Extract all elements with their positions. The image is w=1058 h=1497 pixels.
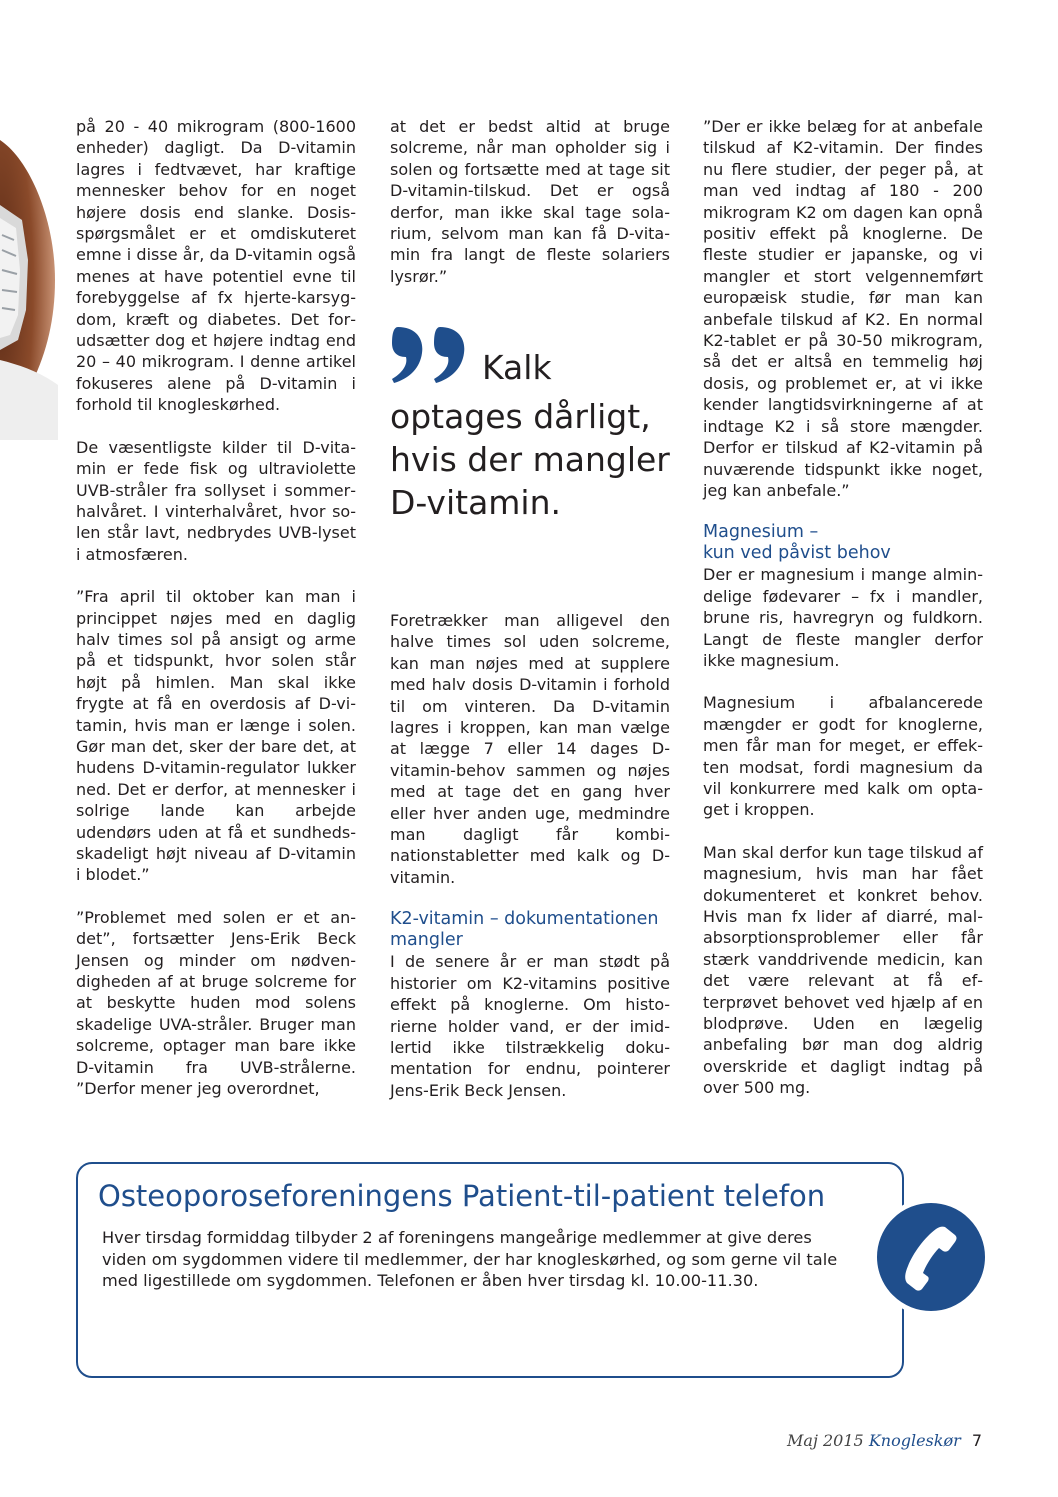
paragraph: Foretrækker man alligevel den halve times sol uden solcreme, kan man nøjes med at supplere med halv dosis D-vitamin i forhold til om vinteren. Da D-vitamin lagres i kroppen, kan man vælge at lægge 7 eller 14 dages D-vitamin-behov sammen og nøjes med at tage det en gang hver eller hver anden uge, medmindre man dagligt får kombinationstabletter med kalk og D-vitamin. (390, 611, 670, 887)
pull-quote (390, 325, 690, 524)
info-box-text: Hver tirsdag formiddag tilbyder 2 af foreningens mangeårige medlemmer at give deres viden om sygdommen videre til medlemmer, der har knogleskørhed, og som gerne vil tale med ligestillede om sygdommen. Telefonen er åben hver tirsdag kl. 10.00-11.30. (102, 1228, 838, 1290)
subheading-line: Magnesium – (703, 522, 819, 543)
phone-icon (872, 1198, 990, 1316)
paragraph: Man skal derfor kun tage tilskud af magnesium, hvis man har fået dokumenteret et konkret behov. Hvis man fx lider af diarré, mal-absorptionsproblemer eller får stærk vanddrivende medicin, kan det være relevant at få efterprøvet behovet ved hjælp af en blodprøve. Uden en lægelig anbefaling bør man dog aldrig overskride et dagligt indtag på over 500 mg. (703, 842, 983, 1098)
pill-bottle-image (0, 110, 60, 440)
footer-magazine: Knogleskør (868, 1431, 961, 1450)
info-box (76, 1162, 904, 1378)
paragraph: at det er bedst altid at bruge solcreme, når man opholder sig i solen og fortsætte med at tage sit D-vitamin-tilskud. Det er også derfor, man ikke skal tage solarium, selvom man kan få D-vitamin fra langt de fleste solariers lysrør.” (390, 117, 670, 286)
article-column-3 (703, 116, 983, 1099)
subheading-magnesium (703, 522, 983, 564)
article-column-1 (76, 116, 356, 1099)
paragraph: Der er magnesium i mange almindelige fødevarer – fx i mandler, brune ris, havregryn og fuldkorn. Langt de fleste mangler derfor ikke magnesium. (703, 565, 983, 670)
paragraph: De væsentligste kilder til D-vitamin er fede fisk og ultraviolette UVB-stråler fra sollyset i sommerhalvåret. I vinterhalvåret, hvor solen står lavt, nedbrydes UVB-lyset i atmosfæren. (76, 437, 356, 564)
article-column-2 (390, 116, 670, 287)
subheading-line: kun ved påvist behov (703, 543, 891, 564)
page-number: 7 (971, 1431, 982, 1450)
paragraph: ”Der er ikke belæg for at anbefale tilskud af K2-vitamin. Der findes nu flere studier, der peger på, at man ved indtag af 180 - 200 mikrogram K2 om dagen kan opnå positiv effekt på knoglerne. De fleste studier er japanske, og vi mangler et stort velgennemført europæisk studie, før man kan anbefale tilskud af K2. En normal K2-tablet er på 30-50 mikrogram, så det er altså en temmelig høj dosis, og problemet er, at vi ikke kender langtidsvirkningerne af at indtage K2 i så store mængder. Derfor er tilskud af K2-vitamin på nuværende tidspunkt ikke noget, jeg kan anbefale.” (703, 117, 983, 500)
paragraph: Magnesium i afbalancerede mængder er godt for knoglerne, men får man for meget, er effekten modsat, fordi magnesium da vil konkurrere med kalk om optaget i kroppen. (703, 693, 983, 820)
info-box-title: Osteoporoseforeningens Patient-til-patient telefon (98, 1179, 826, 1213)
footer-issue: Maj 2015 (787, 1431, 864, 1450)
quote-mark-icon (390, 325, 472, 395)
page-footer (787, 1431, 982, 1450)
article-column-2-lower (390, 610, 670, 1101)
paragraph: på 20 - 40 mikrogram (800-1600 enheder) dagligt. Da D-vitamin lagres i fedtvævet, har kraftige mennesker behov for en noget højere dosis end slanke. Dosisspørgsmålet er et omdiskuteret emne i disse år, da D-vitamin også menes at have potentiel evne til forebyggelse af fx hjerte-karsygdom, kræft og diabetes. Det forudsætter dog et højere indtag end 20 – 40 mikrogram. I denne artikel fokuseres alene på D-vitamin i forhold til knogleskørhed. (76, 117, 356, 415)
subheading-k2: K2-vitamin – dokumentationen mangler (390, 909, 659, 951)
pull-quote-text: Kalk optages dårligt, hvis der mangler D-vitamin. (390, 348, 670, 522)
paragraph: ”Fra april til oktober kan man i princippet nøjes med en daglig halv times sol på ansigt og arme på et tidspunkt, hvor solen står højt på himlen. Man skal ikke frygte at få en overdosis af D-vitamin, hvis man er længe i solen. Gør man det, sker der bare det, at hudens D-vitamin-regulator lukker ned. Det er derfor, at mennesker i solrige lande kan arbejde udendørs uden at få et sundhedsskadeligt højt niveau af D-vitamin i blodet.” (76, 587, 356, 885)
paragraph: I de senere år er man stødt på historier om K2-vitamins positive effekt på knoglerne. Om historierne holder vand, er der imidlertid ikke tilstrækkelig dokumentation for endnu, pointerer Jens-Erik Beck Jensen. (390, 952, 670, 1100)
paragraph: ”Problemet med solen er et andet”, fortsætter Jens-Erik Beck Jensen og minder om nødvendigheden af at bruge solcreme for at beskytte huden mod solens skadelige UVA-stråler. Bruger man solcreme, optager man bare ikke D-vitamin fra UVB-strålerne. ”Derfor mener jeg overordnet, (76, 907, 356, 1099)
